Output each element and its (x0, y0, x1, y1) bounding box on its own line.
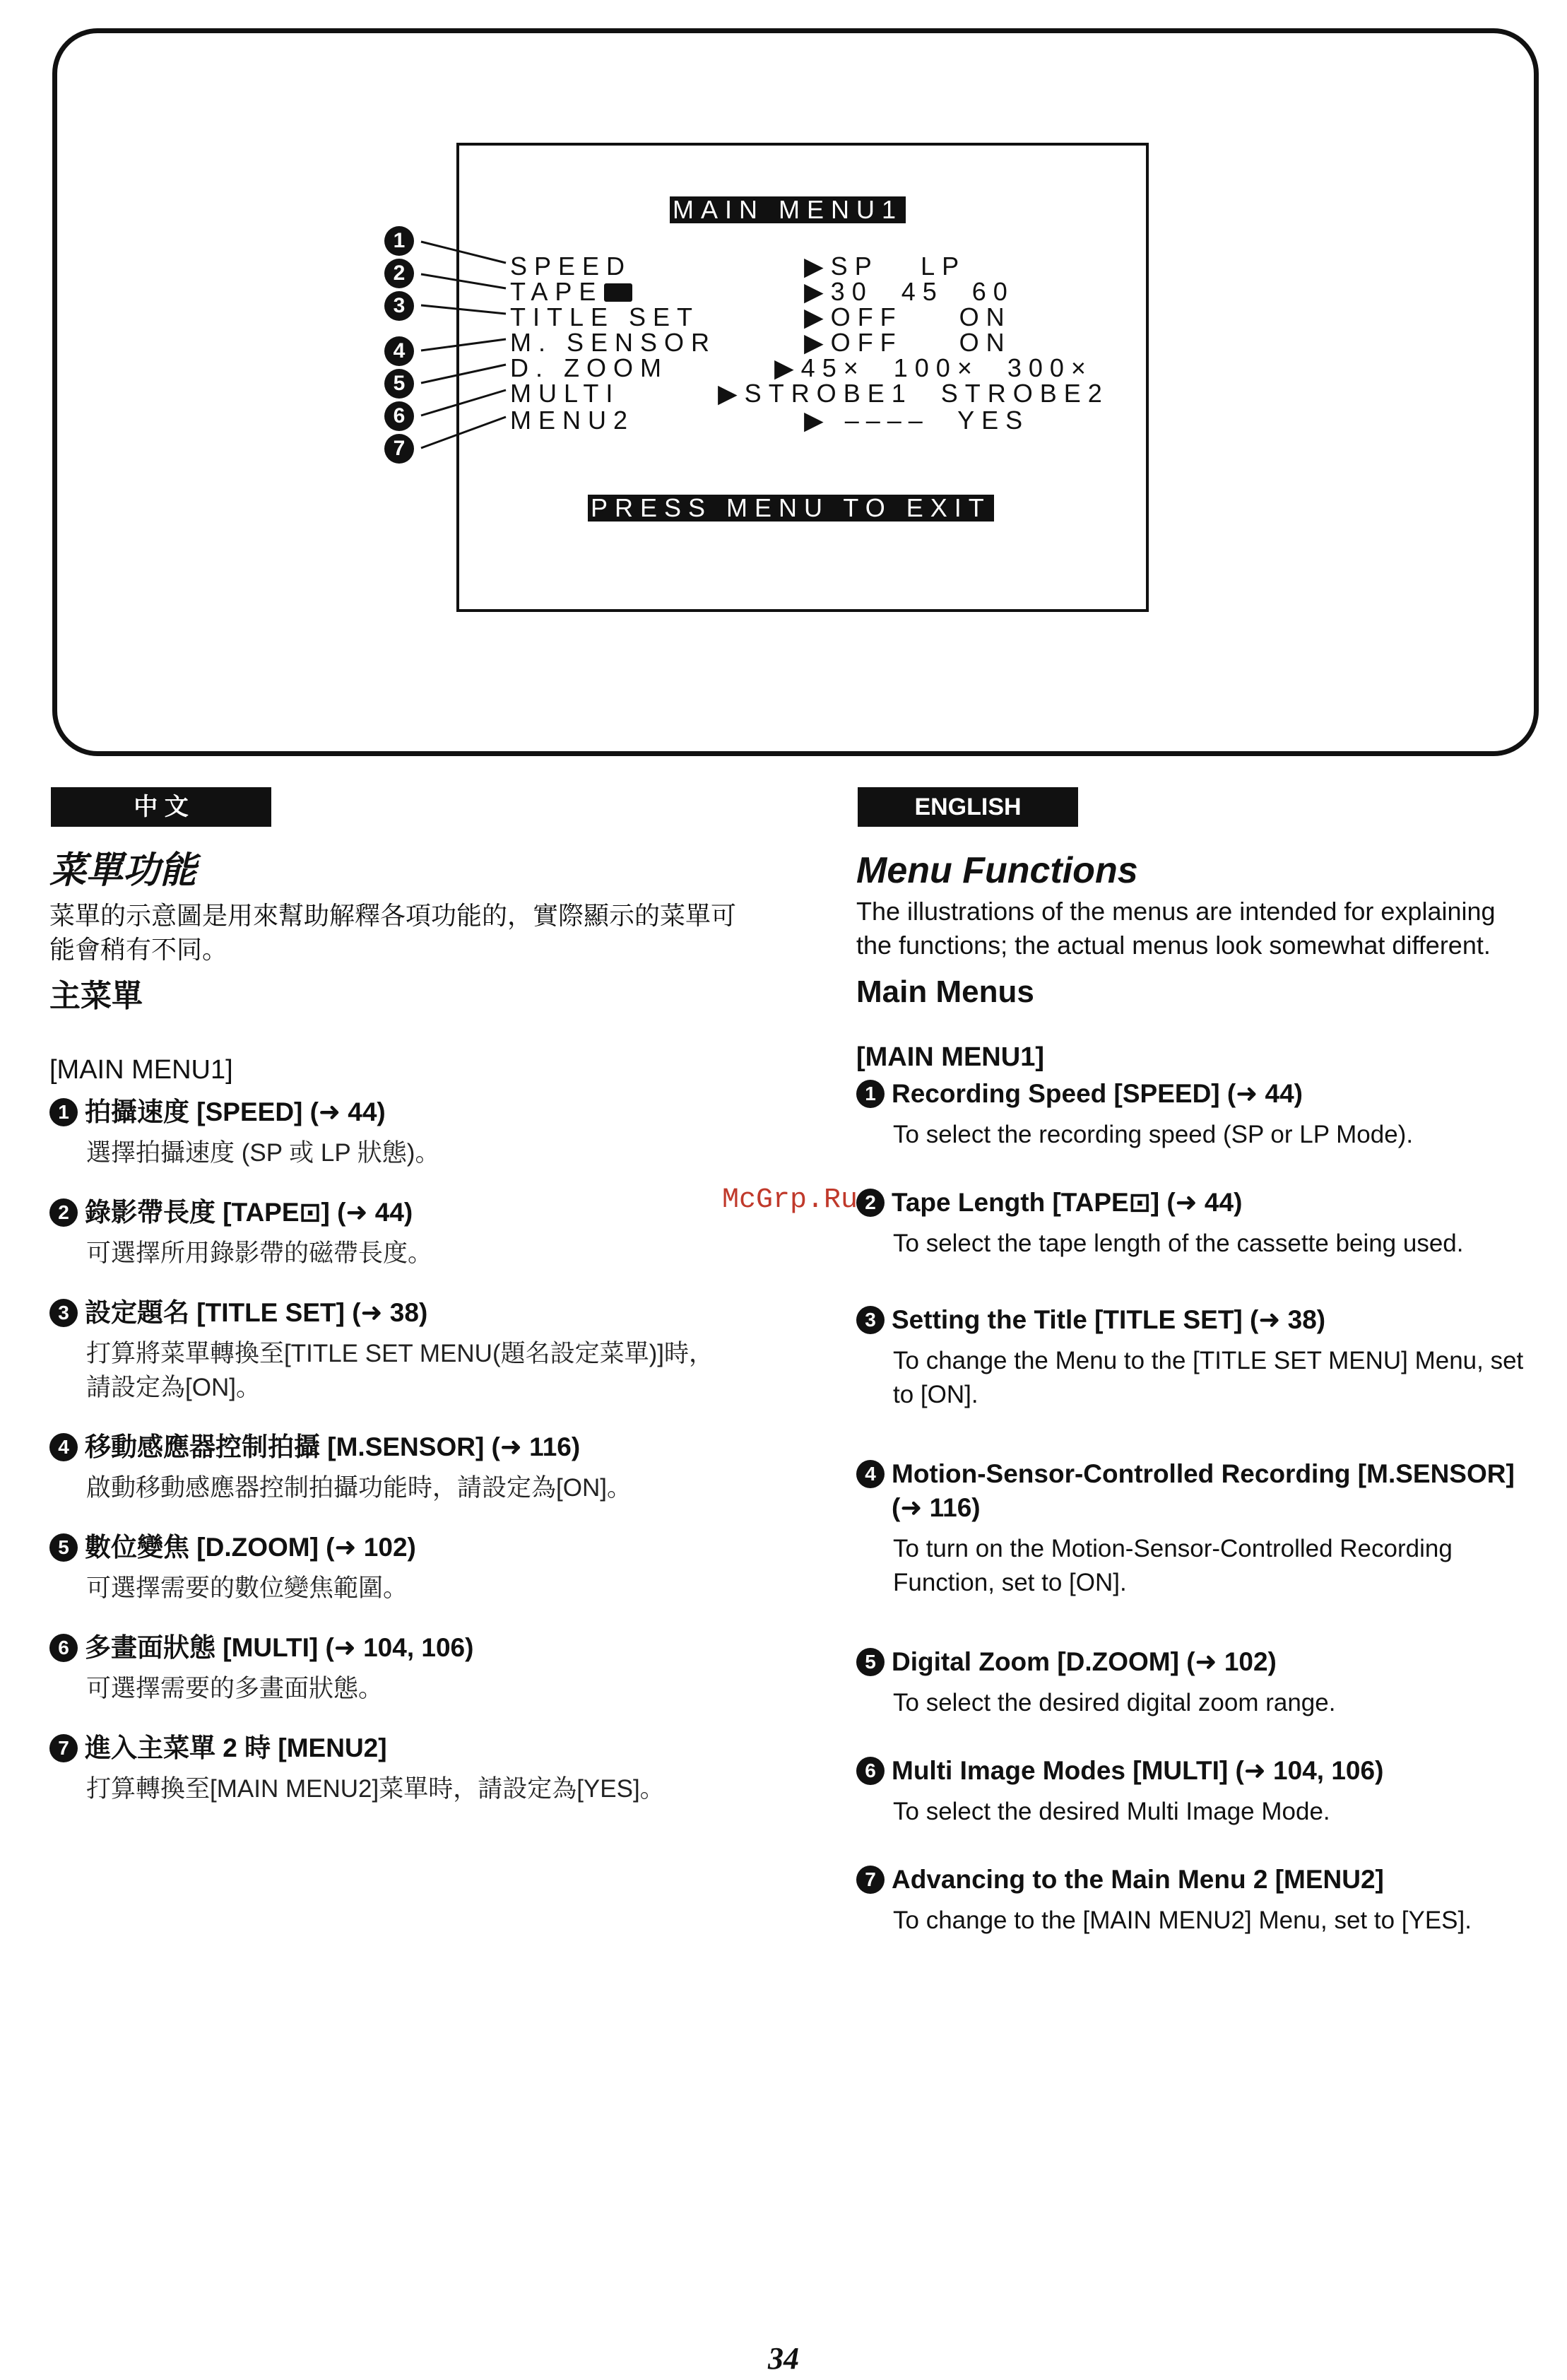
zh-item-desc: 可選擇所用錄影帶的磁帶長度。 (86, 1239, 433, 1267)
zh-item-desc: 可選擇需要的數位變焦範圍。 (86, 1574, 408, 1602)
zh-item-head: 進入主菜單 2 時 [MENU2] (85, 1733, 387, 1762)
num-badge: 5 (856, 1648, 885, 1676)
osd-row-label: D. ZOOM (510, 353, 668, 382)
osd-menu-header: MAIN MENU1 (670, 196, 906, 223)
callout-7: 7 (384, 434, 414, 464)
en-item (856, 1457, 1535, 1600)
watermark-text: McGrp.Ru (722, 1184, 858, 1216)
viewfinder-screen (456, 143, 1149, 612)
zh-item (49, 1531, 756, 1606)
zh-item-head: 拍攝速度 [SPEED] (➜ 44) (85, 1097, 386, 1126)
en-item-desc: To select the desired digital zoom range. (893, 1689, 1336, 1716)
num-badge: 3 (49, 1299, 78, 1327)
en-item-head: Setting the Title [TITLE SET] (➜ 38) (892, 1305, 1326, 1334)
zh-item-desc: 打算轉換至[MAIN MENU2]菜單時，請設定為[YES]。 (86, 1775, 665, 1803)
en-item-head: Digital Zoom [D.ZOOM] (➜ 102) (892, 1647, 1277, 1676)
en-item-desc: To select the desired Multi Image Mode. (893, 1798, 1330, 1825)
zh-item-head: 錄影帶長度 [TAPE⊡] (➜ 44) (85, 1198, 413, 1227)
en-item-desc: To change the Menu to the [TITLE SET MENU] Menu, set to [ON]. (893, 1347, 1524, 1408)
en-item (856, 1863, 1535, 1938)
osd-row-options: ▶OFF ON (804, 328, 1012, 357)
zh-item (49, 1430, 756, 1505)
zh-item (49, 1196, 756, 1271)
osd-row-options: ▶30 45 60 (804, 277, 1015, 306)
num-badge: 6 (856, 1757, 885, 1785)
zh-item (49, 1296, 756, 1405)
zh-item-desc: 打算將菜單轉換至[TITLE SET MENU(題名設定菜單)]時，請設定為[ON]。 (86, 1340, 714, 1401)
zh-item-head: 設定題名 [TITLE SET] (➜ 38) (85, 1298, 428, 1327)
num-badge: 7 (49, 1734, 78, 1762)
en-item (856, 1645, 1535, 1720)
en-menu-label: [MAIN MENU1] (856, 1042, 1044, 1072)
callout-4: 4 (384, 336, 414, 366)
en-item (856, 1303, 1535, 1412)
zh-item (49, 1095, 756, 1170)
zh-item-head: 數位變焦 [D.ZOOM] (➜ 102) (85, 1533, 416, 1562)
zh-intro: 菜單的示意圖是用來幫助解釋各項功能的，實際顯示的菜單可能會稍有不同。 (49, 901, 737, 964)
num-badge: 1 (856, 1080, 885, 1108)
callout-1: 1 (384, 226, 414, 256)
osd-row-label: MENU2 (510, 406, 635, 435)
zh-item (49, 1731, 756, 1806)
zh-menu-label: [MAIN MENU1] (49, 1055, 233, 1085)
num-badge: 6 (49, 1634, 78, 1662)
en-item-head: Advancing to the Main Menu 2 [MENU2] (892, 1865, 1384, 1894)
en-item-head: Tape Length [TAPE⊡] (➜ 44) (892, 1188, 1243, 1217)
osd-row-options: ▶STROBE1 STROBE2 (718, 379, 1109, 408)
en-title: Menu Functions (856, 850, 1138, 891)
chinese-section-label: 中 文 (51, 787, 271, 827)
en-item-desc: To change to the [MAIN MENU2] Menu, set to [YES]. (893, 1907, 1472, 1934)
zh-item (49, 1631, 756, 1706)
en-item-head: Recording Speed [SPEED] (➜ 44) (892, 1079, 1303, 1108)
zh-item-head: 多畫面狀態 [MULTI] (➜ 104, 106) (85, 1633, 474, 1662)
osd-row-options: ▶ –––– YES (804, 406, 1030, 435)
en-subtitle: Main Menus (856, 974, 1034, 1009)
en-item-head: Motion-Sensor-Controlled Recording [M.SENSOR] (➜ 116) (892, 1459, 1515, 1522)
osd-row-label: TAPE (510, 278, 632, 305)
en-intro: The illustrations of the menus are intended for explaining the functions; the actual menus look somewhat different. (856, 897, 1496, 960)
en-item-desc: To select the tape length of the cassette being used. (893, 1230, 1464, 1257)
page-number: 34 (768, 2341, 799, 2376)
osd-exit-hint: PRESS MENU TO EXIT (588, 495, 994, 522)
num-badge: 4 (49, 1433, 78, 1461)
num-badge: 7 (856, 1866, 885, 1894)
osd-row-label: MULTI (510, 379, 620, 408)
num-badge: 3 (856, 1306, 885, 1334)
english-column (856, 848, 1535, 1938)
zh-item-desc: 可選擇需要的多畫面狀態。 (86, 1675, 384, 1702)
zh-item-desc: 啟動移動感應器控制拍攝功能時，請設定為[ON]。 (86, 1474, 632, 1502)
chinese-column (49, 848, 756, 1806)
num-badge: 4 (856, 1460, 885, 1488)
osd-row-options: ▶OFF ON (804, 302, 1012, 331)
en-item (856, 1186, 1535, 1261)
osd-row-label: TITLE SET (510, 302, 700, 331)
en-item (856, 1754, 1535, 1829)
en-item-head: Multi Image Modes [MULTI] (➜ 104, 106) (892, 1756, 1384, 1785)
english-section-label: ENGLISH (858, 787, 1078, 827)
en-item-desc: To turn on the Motion-Sensor-Controlled Recording Function, set to [ON]. (893, 1535, 1453, 1596)
en-item-desc: To select the recording speed (SP or LP Mode). (893, 1121, 1414, 1148)
num-badge: 2 (856, 1189, 885, 1217)
callout-6: 6 (384, 401, 414, 431)
cassette-icon (604, 283, 632, 302)
zh-item-desc: 選擇拍攝速度 (SP 或 LP 狀態)。 (86, 1139, 440, 1167)
en-item (856, 1077, 1535, 1152)
num-badge: 2 (49, 1198, 78, 1227)
zh-title: 菜單功能 (49, 850, 197, 891)
osd-row-label: SPEED (510, 252, 632, 281)
callout-2: 2 (384, 259, 414, 288)
callout-3: 3 (384, 291, 414, 321)
osd-row-options: ▶SP LP (804, 252, 966, 281)
osd-row-options: ▶45× 100× 300× (774, 353, 1093, 382)
callout-5: 5 (384, 369, 414, 399)
zh-item-head: 移動感應器控制拍攝 [M.SENSOR] (➜ 116) (85, 1432, 581, 1461)
osd-row-label: M. SENSOR (510, 328, 717, 357)
zh-subtitle: 主菜單 (49, 979, 143, 1013)
num-badge: 1 (49, 1098, 78, 1126)
num-badge: 5 (49, 1533, 78, 1562)
